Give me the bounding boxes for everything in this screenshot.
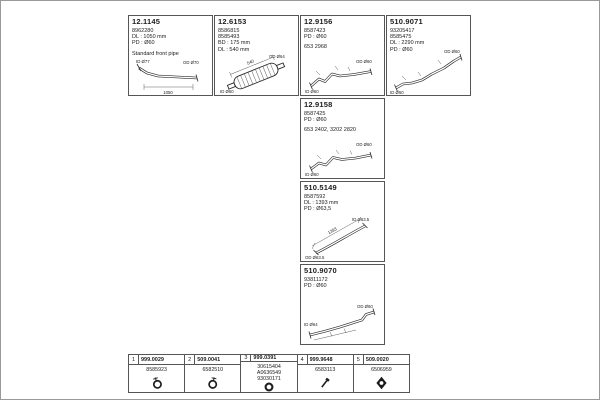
exhaust-pipe-diagram (388, 45, 469, 95)
tail-pipe-diagram (302, 298, 383, 344)
inlet-diameter-label: ID Ø64 (304, 322, 318, 327)
mounting-part-column-1 (129, 355, 185, 392)
outlet-diameter-label: OD Ø60 (444, 49, 460, 54)
part-panel-12-9156 (300, 15, 385, 96)
diameter-spec: PD : Ø60 (304, 116, 327, 123)
exhaust-pipe-diagram (302, 53, 383, 95)
inlet-diameter-label: ID Ø60 (390, 90, 404, 95)
oe-number: 93205417 (390, 27, 415, 34)
dimension-value: 540 (246, 58, 255, 66)
length-spec: DL : 1050 mm (132, 33, 167, 40)
front-pipe-diagram (130, 50, 211, 95)
catalog-number: 12.9158 (304, 100, 333, 109)
application-note: 653 2402, 3202 2820 (304, 127, 356, 134)
length-spec: DL : 2290 mm (390, 40, 425, 47)
item-ref-number: 509.0041 (197, 356, 221, 363)
part-panel-12-1145 (128, 15, 213, 96)
diameter-spec: PD : Ø60 (132, 40, 155, 47)
mounting-parts-table (128, 354, 410, 393)
leader-lines (402, 60, 441, 80)
mounting-part-column-3 (241, 355, 297, 392)
oe-number: 8587425 (304, 110, 326, 117)
outlet-diameter-label: OD Ø70 (183, 60, 199, 65)
oe-number: 8585475 (390, 33, 412, 40)
inlet-diameter-label: ID Ø60 (305, 89, 319, 94)
inlet-diameter-label: ID Ø77 (136, 59, 150, 64)
diamond-gasket-icon (375, 376, 388, 390)
body-diameter-spec: BD : 175 mm (218, 40, 251, 47)
part-panel-510-9070 (300, 264, 385, 345)
dimension-value: 1050 (163, 90, 173, 95)
item-number: 4 (298, 355, 308, 364)
item-part-number: 6506959 (371, 367, 392, 373)
item-part-number: 30615404 (257, 364, 281, 370)
catalog-number: 12.6153 (218, 17, 247, 26)
oe-number: 8586815 (218, 27, 240, 34)
item-number: 1 (129, 355, 139, 364)
part-panel-12-6153 (214, 15, 299, 96)
inlet-diameter-label: ID Ø60 (220, 89, 234, 94)
outlet-diameter-label: OD Ø60 (356, 59, 372, 64)
pipe-shape (310, 312, 374, 335)
item-part-number: A0636549 (256, 370, 282, 376)
straight-pipe-diagram (302, 213, 383, 261)
oe-number: 8962280 (132, 27, 154, 34)
catalog-number: 510.5149 (304, 183, 337, 192)
outlet-diameter-label: OD Ø64 (269, 54, 285, 59)
catalog-number: 510.9071 (390, 17, 423, 26)
part-panel-510-9071 (386, 15, 471, 96)
ring-gasket-icon (264, 382, 274, 392)
item-part-number: 6583113 (315, 367, 336, 373)
dimension-line (314, 329, 356, 341)
dimension-value: 1393 (326, 226, 338, 236)
diameter-spec: PD : Ø63,5 (304, 206, 332, 213)
diameter-spec: PD : Ø60 (390, 46, 413, 53)
diameter-spec: PD : Ø60 (304, 282, 327, 289)
item-number: 3 (241, 355, 251, 361)
catalog-number: 12.9156 (304, 17, 333, 26)
oe-number: 8585493 (218, 33, 240, 40)
length-spec: DL : 1393 mm (304, 199, 339, 206)
end-diameter-label: ID Ø63.5 (352, 217, 370, 222)
outlet-diameter-label: OD Ø60 (356, 142, 372, 147)
mounting-part-column-5 (354, 355, 409, 392)
inlet-diameter-label: ID Ø60 (305, 172, 319, 177)
bolt-icon (318, 376, 332, 390)
diameter-spec: PD : Ø60 (304, 33, 327, 40)
outlet-diameter-label: OD Ø60 (357, 304, 373, 309)
silencer-diagram (216, 46, 297, 95)
mounting-part-column-4 (298, 355, 354, 392)
item-number: 2 (185, 355, 195, 364)
item-ref-number: 999.9648 (309, 356, 333, 363)
item-part-number: 8585923 (146, 367, 167, 373)
clamp-icon (206, 376, 220, 390)
oe-number: 8587423 (304, 27, 326, 34)
oe-number: 8587592 (304, 193, 326, 200)
oe-number: 93811172 (304, 276, 328, 283)
pipe-end-ticks (395, 54, 463, 92)
item-ref-number: 509.0020 (365, 356, 389, 363)
item-ref-number: 999.0029 (141, 356, 164, 363)
length-spec: DL : 540 mm (218, 46, 250, 53)
item-number: 5 (354, 355, 364, 364)
panel-note: Standard front pipe (132, 50, 179, 57)
catalog-number: 510.9070 (304, 266, 337, 275)
item-ref-number: 999.0391 (253, 355, 277, 361)
application-note: 653 2968 (304, 44, 327, 51)
part-panel-12-9158 (300, 98, 385, 179)
item-part-number: 6582510 (202, 367, 224, 373)
part-panel-510-5149 (300, 181, 385, 262)
end-diameter-label: OD Ø63.5 (305, 255, 325, 260)
catalog-number: 12.1145 (132, 17, 161, 26)
mounting-part-column-2 (185, 355, 241, 392)
exhaust-pipe-diagram (302, 136, 383, 178)
item-part-number: 93030171 (257, 376, 281, 382)
clamp-icon (150, 376, 164, 390)
